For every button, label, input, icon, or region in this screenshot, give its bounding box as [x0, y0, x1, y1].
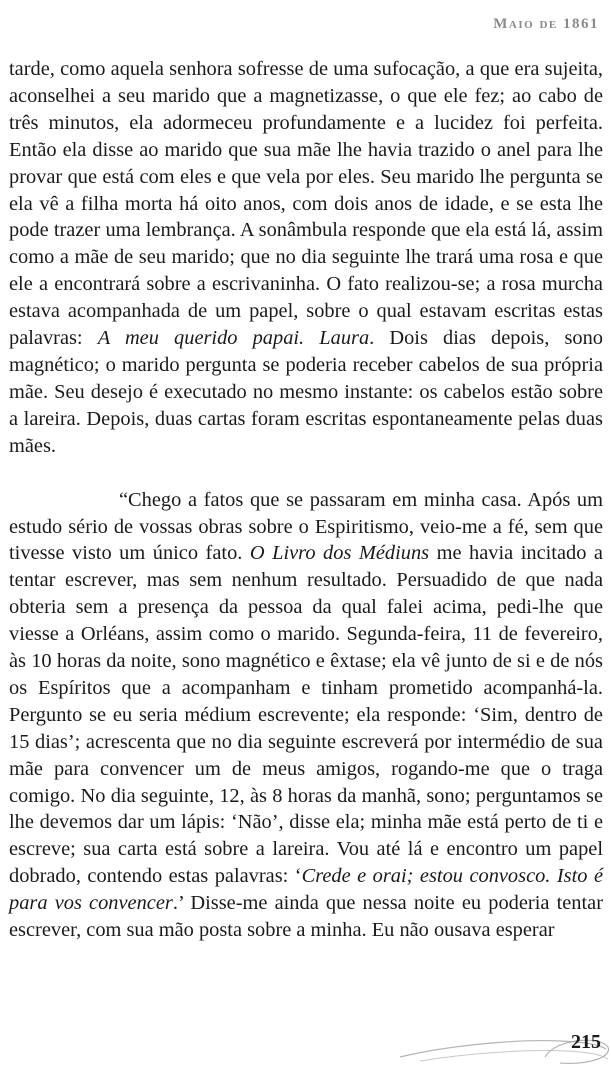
- paragraph-1-text-2: . Dois dias depois, sono magnético; o marido pergunta se poderia receber cabelos de sua própria mãe. Seu desejo é executado no mesmo instante: os cabelos estão sobre a lareira. Depois, duas cartas foram escritas espontaneamente pelas duas mães.: [9, 327, 603, 457]
- running-header: Maio de 1861: [493, 16, 599, 32]
- paragraph-2-text-3: .’ Disse-me ainda que nessa noite eu poderia tentar escrever, com sua mão posta sobre a minha. Eu não ousava esperar: [9, 892, 604, 942]
- paragraph-1-italic-1: A meu querido papai. Laura: [97, 327, 370, 350]
- page-number: 215: [571, 1031, 601, 1053]
- page-body: [9, 56, 603, 944]
- page-footer: [0, 1027, 611, 1067]
- paragraph-2-text-1: “Chego a fatos que se passaram em minha casa. Após um estudo sério de vossas obras sobre o Espiritismo, veio-me a fé, sem que tivesse visto um único fato.: [9, 488, 603, 565]
- paragraph-2-italic-1: O Livro dos Médiuns: [249, 542, 430, 565]
- paragraph-1-text-1: tarde, como aquela senhora sofresse de uma sufocação, a que era sujeita, aconselhei a seu marido que a magnetizasse, o que ele fez; ao cabo de três minutos, ela adormeceu profundamente e a lucidez foi perfeita. Então ela disse ao marido que sua mãe lhe havia trazido o anel para lhe provar que está com eles e que vela por eles. Seu marido lhe pergunta se ela vê a filha morta há oito anos, com dois anos de idade, e se esta lhe pode trazer uma lembrança. A sonâmbula responde que ela está lá, assim como a mãe de seu marido; que no dia seguinte lhe trará uma rosa e que ele a encontrará sobre a escrivaninha. O fato realizou-se; a rosa murcha estava acompanhada de um papel, sobre o qual estavam escritas estas palavras:: [9, 58, 603, 350]
- paragraph-2-italic-2: Crede e orai; estou convosco. Isto é para vos convencer: [9, 865, 603, 915]
- paragraph-1: [9, 56, 603, 460]
- paragraph-2: [9, 487, 603, 944]
- paragraph-2-text-2: me havia incitado a tentar escrever, mas sem nenhum resultado. Persuadido de que nada obteria sem a presença da pessoa da qual falei acima, pedi-lhe que viesse a Orléans, assim como o marido. Segunda-feira, 11 de fevereiro, às 10 horas da noite, sono magnético e êxtase; ela vê junto de si e de nós os Espíritos que a acompanham e tinham prometido acompanhá-la. Pergunto se eu seria médium escrevente; ela responde: ‘Sim, dentro de 15 dias’; acrescenta que no dia seguinte escreverá por intermédio de sua mãe para convencer um de meus amigos, rogando-me que o traga comigo. No dia seguinte, 12, às 8 horas da manhã, sono; perguntamos se lhe devemos dar um lápis: ‘Não’, disse ela; minha mãe está perto de ti e escreve; sua carta está sobre a lareira. Vou até lá e encontro um papel dobrado, contendo estas palavras: ‘: [9, 542, 603, 888]
- decorative-swirl-icon: [0, 1027, 611, 1067]
